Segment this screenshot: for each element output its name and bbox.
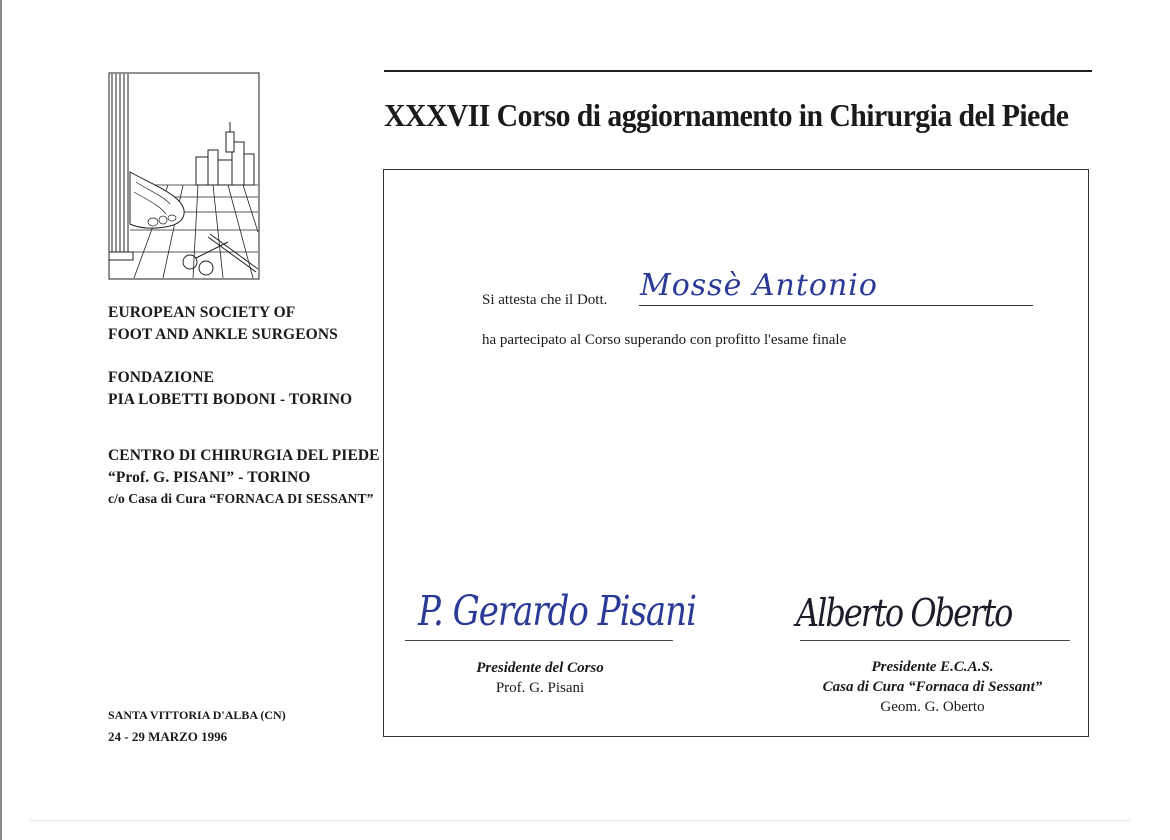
signer-ecas-president (780, 657, 1085, 717)
org-line: FOOT AND ANKLE SURGEONS (108, 326, 338, 343)
signer-name: Prof. G. Pisani (495, 680, 585, 696)
org-line: c/o Casa di Cura “FORNACA DI SESSANT” (108, 491, 374, 506)
page-edge (0, 0, 2, 840)
event-place-dates (108, 705, 286, 747)
org-european-society (108, 302, 338, 346)
org-line: FONDAZIONE (108, 369, 215, 386)
signer-name: Geom. G. Oberto (880, 699, 985, 715)
certificate-title: XXXVII Corso di aggiornamento in Chirurgia del Piede (384, 97, 1069, 133)
org-line: CENTRO DI CHIRURGIA DEL PIEDE (108, 447, 380, 464)
signature-line (800, 640, 1070, 641)
signature-ecas-president: Alberto Oberto (796, 590, 1012, 636)
society-logo-illustration (108, 72, 260, 280)
signer-role: Presidente E.C.A.S. (871, 659, 994, 675)
title-rule (384, 70, 1092, 72)
signer-institution: Casa di Cura “Fornaca di Sessant” (822, 679, 1043, 695)
name-underline (639, 305, 1033, 306)
org-line: “Prof. G. PISANI” - TORINO (108, 469, 311, 486)
location: SANTA VITTORIA D'ALBA (CN) (108, 708, 286, 722)
signature-line (405, 640, 673, 641)
attest-label: Si attesta che il Dott. (482, 292, 608, 308)
org-fondazione (108, 367, 352, 411)
certificate-frame (383, 169, 1089, 737)
org-centro-chirurgia (108, 445, 380, 509)
signer-role: Presidente del Corso (476, 660, 604, 676)
signer-course-president (440, 658, 640, 698)
participant-name-handwritten: Mossè Antonio (640, 268, 878, 303)
completion-statement: ha partecipato al Corso superando con profitto l'esame finale (482, 332, 847, 348)
org-line: EUROPEAN SOCIETY OF (108, 304, 296, 321)
org-line: PIA LOBETTI BODONI - TORINO (108, 391, 353, 408)
dates: 24 - 29 MARZO 1996 (108, 729, 228, 744)
page-bottom-edge (30, 820, 1130, 821)
signature-course-president: P. Gerardo Pisani (418, 588, 696, 636)
